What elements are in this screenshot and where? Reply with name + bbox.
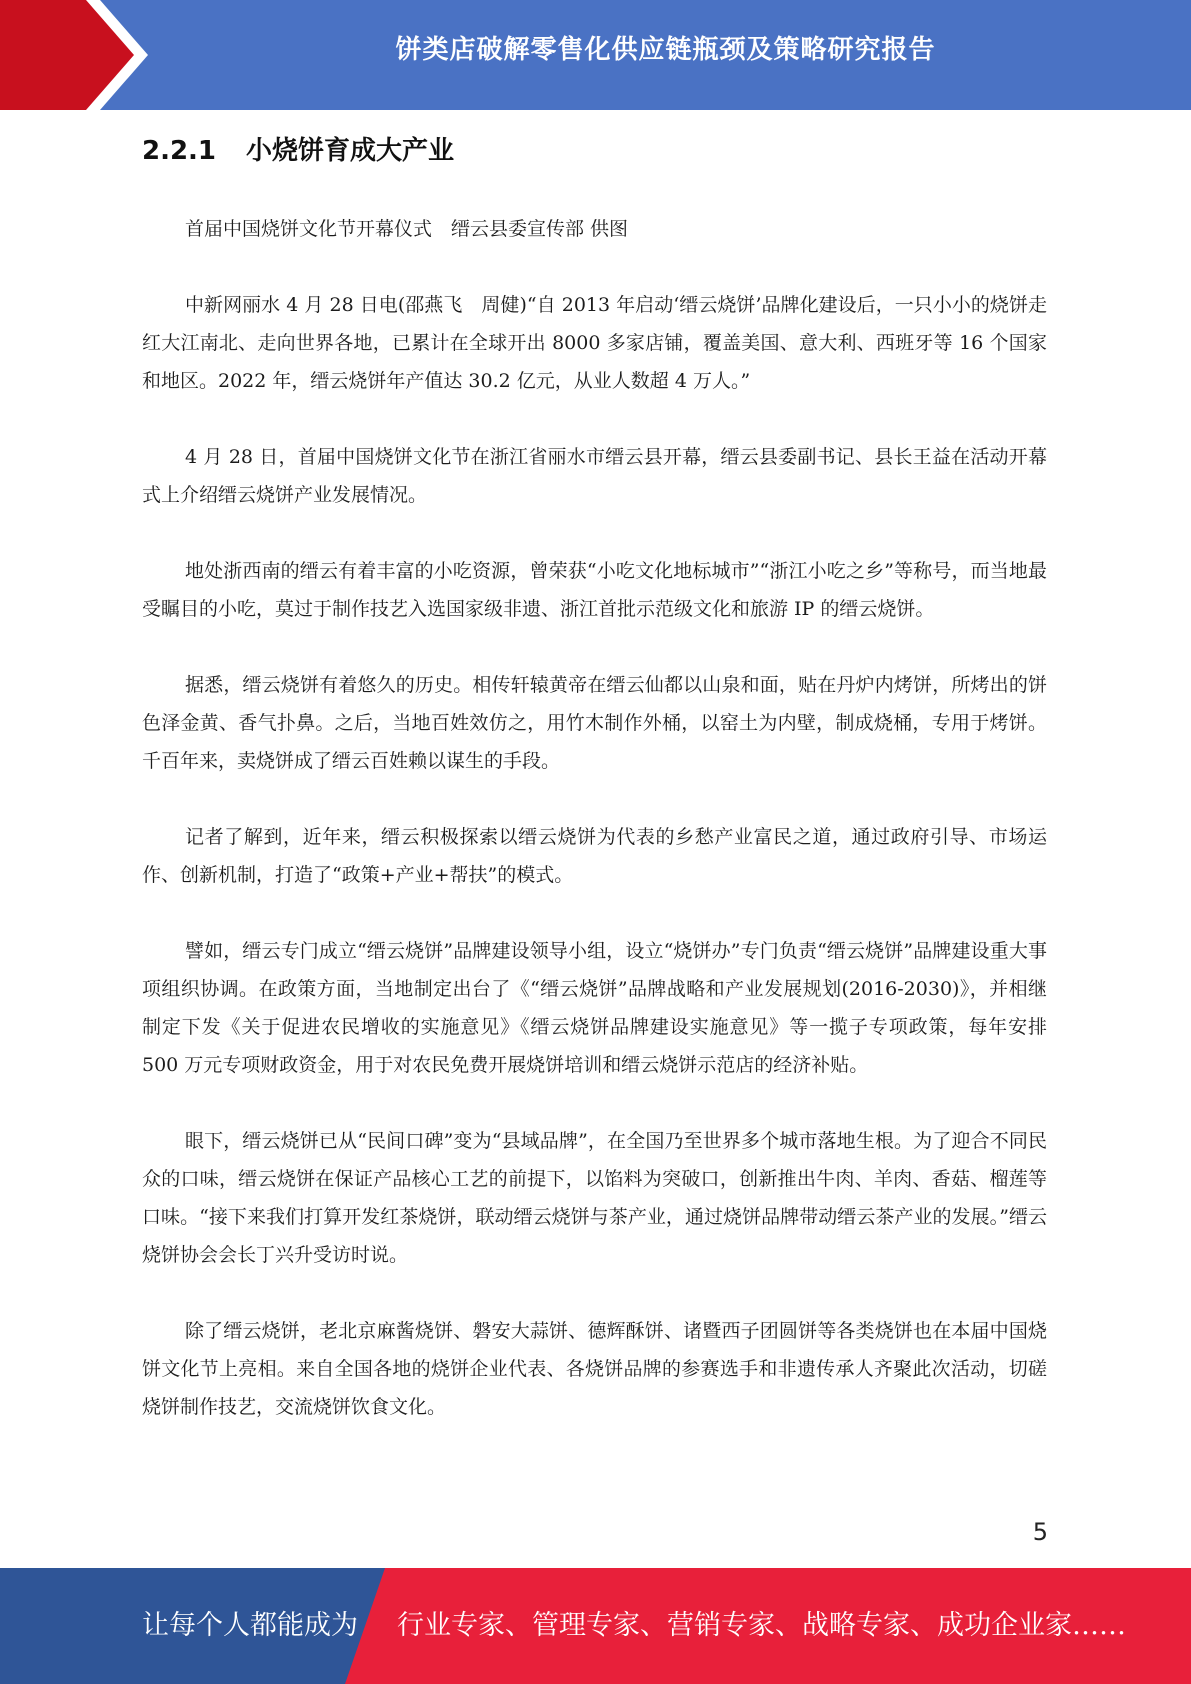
section-title: 小烧饼育成大产业 bbox=[246, 136, 455, 166]
paragraph: 除了缙云烧饼，老北京麻酱烧饼、磐安大蒜饼、德辉酥饼、诸暨西子团圆饼等各类烧饼也在本届中国烧饼文化节上亮相。来自全国各地的烧饼企业代表、各烧饼品牌的参赛选手和非遗传承人齐聚此次活动，切磋烧饼制作技艺，交流烧饼饮食文化。 bbox=[142, 1320, 1047, 1418]
paragraph: 地处浙西南的缙云有着丰富的小吃资源，曾荣获“小吃文化地标城市”“浙江小吃之乡”等称号，而当地最受瞩目的小吃，莫过于制作技艺入选国家级非遗、浙江首批示范级文化和旅游 IP 的缙云烧饼。 bbox=[142, 560, 1047, 620]
page-header bbox=[0, 0, 1191, 110]
section-number: 2.2.1 bbox=[142, 136, 217, 166]
page-number: 5 bbox=[1032, 1518, 1048, 1546]
paragraph: 眼下，缙云烧饼已从“民间口碑”变为“县域品牌”，在全国乃至世界多个城市落地生根。为了迎合不同民众的口味，缙云烧饼在保证产品核心工艺的前提下，以馅料为突破口，创新推出牛肉、羊肉、香菇、榴莲等口味。“接下来我们打算开发红茶烧饼，联动缙云烧饼与茶产业，通过烧饼品牌带动缙云茶产业的发展。”缙云烧饼协会会长丁兴升受访时说。 bbox=[142, 1130, 1047, 1266]
paragraph: 譬如，缙云专门成立“缙云烧饼”品牌建设领导小组，设立“烧饼办”专门负责“缙云烧饼”品牌建设重大事项组织协调。在政策方面，当地制定出台了《“缙云烧饼”品牌战略和产业发展规划(2016-2030)》，并相继制定下发《关于促进农民增收的实施意见》《缙云烧饼品牌建设实施意见》等一揽子专项政策，每年安排 500 万元专项财政资金，用于对农民免费开展烧饼培训和缙云烧饼示范店的经济补贴。 bbox=[142, 940, 1047, 1076]
paragraph: 据悉，缙云烧饼有着悠久的历史。相传轩辕黄帝在缙云仙都以山泉和面，贴在丹炉内烤饼，所烤出的饼色泽金黄、香气扑鼻。之后，当地百姓效仿之，用竹木制作外桶，以窑土为内壁，制成烧桶，专用于烤饼。千百年来，卖烧饼成了缙云百姓赖以谋生的手段。 bbox=[142, 674, 1047, 772]
footer-slogan-left: 让每个人都能成为 bbox=[142, 1610, 358, 1641]
footer-slogan-right: 行业专家、管理专家、营销专家、战略专家、成功企业家…… bbox=[397, 1610, 1126, 1641]
section-heading bbox=[142, 130, 454, 167]
paragraph: 中新网丽水 4 月 28 日电(邵燕飞 周健)“自 2013 年启动‘缙云烧饼’品牌化建设后，一只小小的烧饼走红大江南北、走向世界各地，已累计在全球开出 8000 多家店铺，覆盖美国、意大利、西班牙等 16 个国家和地区。2022 年，缙云烧饼年产值达 30.2 亿元，从业人数超 4 万人。” bbox=[142, 294, 1047, 392]
article-body bbox=[142, 210, 1047, 1464]
report-title: 饼类店破解零售化供应链瓶颈及策略研究报告 bbox=[395, 35, 936, 65]
paragraph: 记者了解到，近年来，缙云积极探索以缙云烧饼为代表的乡愁产业富民之道，通过政府引导、市场运作、创新机制，打造了“政策+产业+帮扶”的模式。 bbox=[142, 826, 1047, 886]
image-caption: 首届中国烧饼文化节开幕仪式 缙云县委宣传部 供图 bbox=[185, 218, 629, 240]
page-footer bbox=[0, 1568, 1191, 1684]
paragraph: 4 月 28 日，首届中国烧饼文化节在浙江省丽水市缙云县开幕，缙云县委副书记、县长王益在活动开幕式上介绍缙云烧饼产业发展情况。 bbox=[142, 446, 1047, 506]
